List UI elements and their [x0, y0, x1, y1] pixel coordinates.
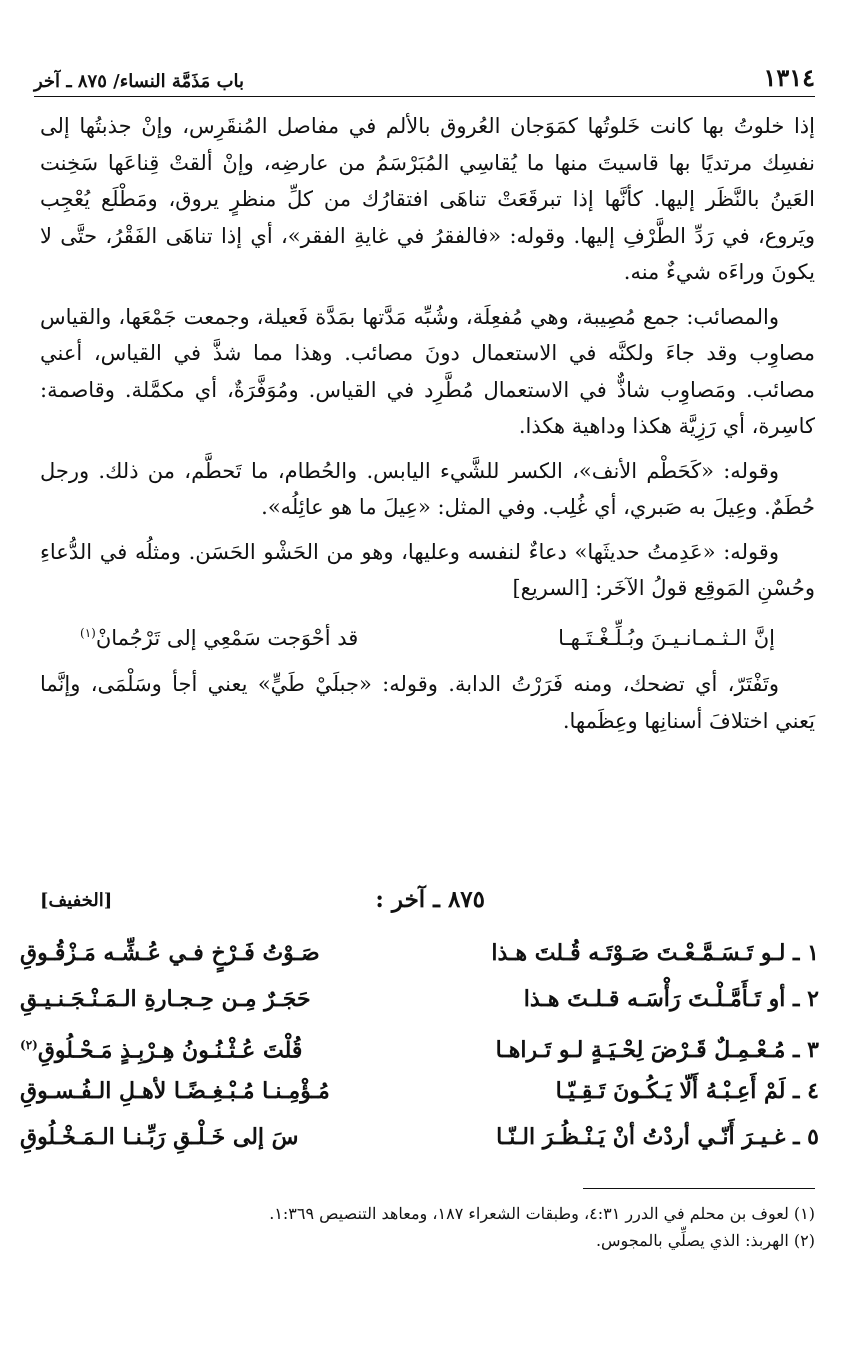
hemistich-first: ٢ ـ أو تَـأَمَّـلْـتَ رَأْسَـه قـلـتَ هـذا: [523, 986, 819, 1012]
couplet-5: [20, 1114, 819, 1160]
footnote-1: (١) لعوف بن محلم في الدرر ٤:٣١، وطبقات الشعراء ١٨٧، ومعاهد التنصيص ١:٣٦٩.: [269, 1204, 815, 1223]
hemistich-second-wrap: [20, 1022, 410, 1073]
footnote-mark-2: (٢): [20, 1038, 38, 1052]
paragraph-4: وقوله: «عَدِمتُ حديثَها» دعاءٌ لنفسه وعليها، وهو من الحَشْو الحَسَن. ومثلُه في الدُّعاءِ وحُسْنِ المَوقِع قولُ الآخَر: [السريع]: [40, 539, 815, 600]
page-number: ١٣١٤: [763, 63, 815, 92]
hemistich-second: حَجَـرٌ مِـن حِـجـارةِ الـمَـنْـجَـنـيـقِ: [20, 986, 311, 1012]
poem-meter: [الخفيف]: [40, 890, 113, 911]
hemistich-second: سَ إلى خَـلْـقِ رَبِّـنـا الـمَـخْـلُوقِ: [20, 1124, 299, 1150]
paragraph-5: وتَفْتَرّ، أي تضحك، ومنه فَرَرْتُ الدابة. وقوله: «جبلَيْ طَيٍّ» يعني أجأ وسَلْمَى، وإنَّما يَعني اختلافَ أسنانِها وعِظَمها.: [40, 672, 815, 733]
poem: [20, 930, 819, 1160]
page-header: [34, 62, 815, 97]
couplet-4: [20, 1068, 819, 1114]
couplet-1: [20, 930, 819, 976]
body-text: [40, 108, 815, 747]
hemistich-first: ٤ ـ لَمْ أَعِـبْـهُ أَلّا يَـكُـونَ تَـقِـيّـا: [555, 1078, 819, 1104]
footnotes: [40, 1200, 815, 1254]
paragraph-1: إذا خلوتُ بها كانت خَلوتُها كمَوَجان العُروق بالألم في مفاصل المُنقَرِس، وإنْ جذبتُها إلى نفسِك مرتديًا بها قاسيتَ منها ما يُقاسِي المُبَرْسَمُ من عارضِه، وإنْ ألقتْ قِناعَها سَخِنت العَينُ بالنَّظَر إليها. كأنَّها إذا تبرقَعَتْ تناهَى افتقارُك من كلِّ منظرٍ يروق، ومَطْلَع يُعْجِب ويَروع، في رَدِّ الطَّرْفِ إليها. وقوله: «فالفقرُ في غايةِ الفقر»، أي إذا تناهَى الفَقْرُ، حتَّى لا يكونَ وراءَه شيءٌ منه.: [40, 114, 815, 284]
hemistich-first: ١ ـ لـو تَـسَـمَّـعْـتَ صَـوْتَـه قُـلتَ هـذا: [491, 940, 819, 966]
footnote-divider: [583, 1188, 815, 1189]
hemistich-second: مُـؤْمِـنـا مُـبْـغِـضًـا لأهـلِ الـفُـسـوقِ: [20, 1078, 330, 1104]
hemistich-first: ٥ ـ غـيـرَ أَنّـي أردْتُ أنْ يَـنْـظُـرَ الـنّـا: [496, 1124, 819, 1150]
footnote-mark-1: (١): [80, 625, 96, 640]
hemistich-second: قُلْتَ عُـثْـنُـونُ هِـرْبِـذٍ مَـحْـلُوقِ: [37, 1037, 303, 1064]
poem-title: ٨٧٥ ـ آخر :: [375, 886, 485, 913]
hemistich-second: صَـوْتُ فَـرْخٍ فـي عُـشِّـه مَـزْقُـوقِ: [20, 940, 320, 966]
hemistich-first: ٣ ـ مُـعْـمِـلٌ قَـرْضَ لِحْـيَـةٍ لـو تَـراهـا: [495, 1037, 819, 1064]
running-title: باب مَذَمَّة النساء/ ٨٧٥ ـ آخر: [34, 71, 245, 92]
poem-heading: [40, 886, 815, 922]
paragraph-3: وقوله: «كَحَطْم الأنف»، الكسر للشَّيء اليابس. والحُطام، ما تَحطَّم، من ذلك. ورجل حُطَمٌ. وعِيلَ به صَبري، أي غُلِب. وفي المثل: «عِيلَ ما هو عائِلُه».: [40, 458, 815, 519]
couplet-3: [20, 1022, 819, 1068]
paragraph-2: والمصائب: جمع مُصِيبة، وهي مُفعِلَة، وشُبِّه مَدَّتها بمَدَّة فَعيلة، وجمعت جَمْعَها، والقياس مصاوِب وقد جاءَ ولكنَّه في الاستعمال دونَ مصائب. وهذا مما شذَّ في القياس، أعني مصائب. ومَصاوِب شاذٌّ في الاستعمال مُطَّرِد في القياس. ومُوَفَّرَةٌ، أي مكمَّلة. وقاصمة: كاسِرة، أي رَزِيَّة هكذا وداهية هكذا.: [40, 304, 815, 438]
quoted-verse-second-wrap: [80, 615, 358, 657]
quoted-verse-second: قد أحْوَجت سَمْعِي إلى تَرْجُمانْ: [95, 625, 359, 650]
quoted-verse: [40, 615, 815, 657]
couplet-2: [20, 976, 819, 1022]
footnote-2: (٢) الهربذ: الذي يصلِّي بالمجوس.: [595, 1231, 815, 1250]
quoted-verse-first: إنَّ الـثـمـانـيـنَ وبُـلِّـغْـتَـهـا: [558, 625, 775, 650]
